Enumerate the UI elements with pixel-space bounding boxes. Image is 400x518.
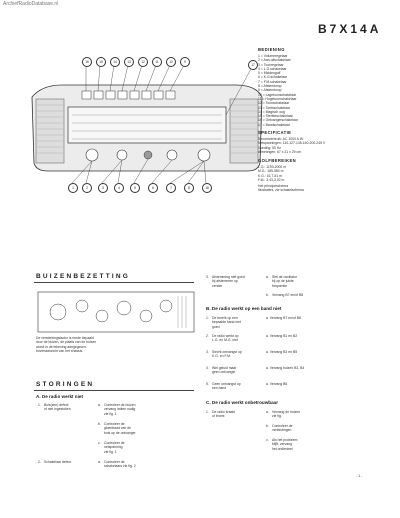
fix-line: netspanning <box>104 445 123 450</box>
fix-letter: c. <box>98 441 101 445</box>
callout-2: 2 <box>82 183 92 193</box>
item-text-line: Afstemming niet goed <box>212 275 245 279</box>
fix-text: a. Vervang B7 en/of B8 <box>266 316 301 320</box>
page-number: - 1 - <box>356 474 363 478</box>
section-c-title: C. De radio werkt onbetrouwbaar <box>206 400 278 405</box>
legend-item: 6 = K.G.schakelaar <box>258 75 287 80</box>
fix-line: schakelaars zie fig. 2 <box>104 464 136 469</box>
item-text <box>44 403 71 412</box>
callout-12: 12 <box>138 57 148 67</box>
fix-line: Controleer de <box>104 460 125 464</box>
fix-line: buis op de ontvanger <box>104 430 136 435</box>
fix-text: a. Vervang B6 <box>266 382 288 386</box>
legend-item: 5 = Middengolf <box>258 71 281 76</box>
item-text <box>212 275 245 288</box>
fix-line: Controleer de <box>104 422 125 426</box>
fix-text <box>272 410 300 419</box>
callout-17: 17 <box>248 60 258 70</box>
fix-line: zie fig. 1 <box>104 411 117 416</box>
legend-item: 14 = Magisch oog <box>258 109 285 114</box>
item-number: 3. <box>206 275 209 279</box>
item-text-line: Slecht ontvangst op <box>212 350 242 354</box>
item-text-line: of bromt <box>212 414 225 419</box>
caption-line: wordt in de tekening aangegeven. <box>36 344 87 349</box>
range-line: K.G.: 16,7-51 m <box>258 173 282 178</box>
legend-item: 15 = Sterkteschakelaar <box>258 114 293 119</box>
fix-text: a. Vervang B1 en B2 <box>266 334 298 338</box>
specs-title: SPECIFICATIE <box>258 130 292 135</box>
callout-13: 13 <box>124 57 134 67</box>
legend-item: 7 = F.M.schakelaar <box>258 79 287 84</box>
fix-line: Controleer de <box>104 441 125 445</box>
item-number: 1. <box>38 403 41 407</box>
item-text <box>212 410 235 419</box>
fix-text <box>272 275 297 288</box>
item-text <box>212 350 242 359</box>
fix-text <box>104 460 136 469</box>
fix-line: bij op de juiste <box>272 279 294 284</box>
caption-line: door de buizen, de plaats van de buizen <box>36 340 97 345</box>
range-note-2: Illustraties, zie schakelschema <box>258 188 304 193</box>
fix-line: Controleer de <box>272 424 293 428</box>
callout-10: 10 <box>166 57 176 67</box>
specs-list <box>258 137 325 154</box>
legend-item: 10 = Lagetoonschakelaar <box>258 92 297 97</box>
fix-letter: a. <box>266 410 269 414</box>
legend-item: 16 = Ontvangerschakelaar <box>258 118 298 123</box>
section-b-title: B. De radio werkt op een band niet <box>206 306 282 311</box>
item-text-line: De radio werkt op <box>212 334 239 338</box>
fix-text <box>272 438 297 451</box>
callout-7: 7 <box>166 183 176 193</box>
item-text-line: zender <box>212 283 223 288</box>
model-title: B7X14A <box>318 22 382 36</box>
legend-item: 3 = Toonregelaar <box>258 62 284 67</box>
fix-line: vervang indien nodig <box>104 407 136 412</box>
spec-line: Netspanningen: 110-127-145-160-200-245 V <box>258 141 326 146</box>
item-text-line: K.G. en F.M. <box>212 354 231 359</box>
item-text-line: een band <box>212 386 227 391</box>
item-text <box>212 334 239 343</box>
fix-line: blijft, vervang <box>272 442 292 447</box>
callout-15: 15 <box>96 57 106 67</box>
storingen-title: STORINGEN <box>36 381 95 388</box>
callout-18: 18 <box>202 183 212 193</box>
fix-line: Controleer de buizen <box>104 403 136 407</box>
legend-item: 2 = Aan-uitschakelaar <box>258 58 291 63</box>
buizen-rule <box>34 282 194 283</box>
fix-letter: a. <box>266 275 269 279</box>
range-line: F.M.: 3,43-3,02 m <box>258 177 285 182</box>
callout-6: 6 <box>148 183 158 193</box>
item-number: 1. <box>206 410 209 414</box>
fix-text <box>104 422 136 435</box>
item-text-line: bij afstemmen op <box>212 279 238 284</box>
fix-text <box>104 403 135 416</box>
fix-line: gloeidraad van de <box>104 426 131 431</box>
fix-letter: b. <box>266 293 269 297</box>
fix-letter: a. <box>98 403 101 407</box>
item-text-line: bepaalde band niet <box>212 320 241 325</box>
callout-16: 16 <box>82 57 92 67</box>
fix-text: a. Vervang buizen B3, B4 <box>266 366 305 370</box>
item-number: 2. <box>206 334 209 338</box>
callout-9: 9 <box>180 57 190 67</box>
item-text-line: goed <box>212 324 220 329</box>
legend-item: 17 = Bandschakelaar <box>258 122 290 127</box>
legend-item: 1 = Volumeregelaar <box>258 54 288 58</box>
item-text-line: of niet ingestoken <box>44 407 71 412</box>
range-note: Het principeschema <box>258 184 288 189</box>
fix-line: frequentie <box>272 283 288 288</box>
fix-line: zie fig. 1 <box>104 449 117 454</box>
item-number: 5. <box>206 382 209 386</box>
fix-line: Vervang de buizen <box>272 410 301 414</box>
radio-illustration <box>22 55 272 195</box>
item-text-line: L.G. en M.G. niet <box>212 338 238 343</box>
caption-line: bovenaanzicht van het chassis. <box>36 348 84 353</box>
fix-letter: c. <box>266 438 269 442</box>
legend-title: BEDIENING <box>258 47 285 52</box>
callout-8: 8 <box>184 183 194 193</box>
fix-line: Als het probleem <box>272 438 298 442</box>
range-line: L.G.: 1190-2000 m <box>258 165 287 169</box>
fix-text <box>272 293 303 297</box>
fix-line: Stel de oscillator <box>272 275 297 279</box>
item-text-line: De bereik op een <box>212 316 238 320</box>
item-text <box>212 316 241 329</box>
item-text-line: Buis(zen) defect <box>44 403 69 407</box>
callout-4: 4 <box>114 183 124 193</box>
fix-text: a. Vervang B3 en B5 <box>266 350 298 354</box>
storingen-rule <box>34 390 194 391</box>
chassis-diagram <box>36 290 196 334</box>
item-text <box>212 382 241 391</box>
callout-1: 1 <box>68 183 78 193</box>
buizen-title: BUIZENBEZETTING <box>36 273 131 280</box>
legend-item: 8 = Afstemknop <box>258 84 282 89</box>
range-line: M.G.: 185-580 m <box>258 169 284 174</box>
item-number: 1. <box>206 316 209 320</box>
item-text-line: Schakelaar defect <box>44 460 72 464</box>
legend-item: 13 = Toetsschakelaar <box>258 105 291 110</box>
legend-item: 4 = L.G.schakelaar <box>258 66 287 71</box>
item-number: 3. <box>206 350 209 354</box>
item-text-line: geen ontvangst <box>212 370 236 375</box>
item-text <box>44 460 71 464</box>
callout-3: 3 <box>98 183 108 193</box>
fix-letter: b. <box>266 424 269 428</box>
fix-letter: a. <box>98 460 101 464</box>
ranges-title: GOLFBEREIKEN <box>258 158 297 163</box>
item-text-line: Geen ontvangst op <box>212 382 241 386</box>
fix-text <box>272 424 293 433</box>
storingen-section-a: A. De radio werkt niet <box>36 394 83 399</box>
callout-14: 14 <box>110 57 120 67</box>
spec-line: Afmetingen: 67 x 21 x 29 cm <box>258 149 301 154</box>
fix-line: Vervang B7 en/of B8 <box>272 293 304 297</box>
legend-item: 12 = Toonschakelaar <box>258 101 290 106</box>
item-text <box>212 366 236 375</box>
item-number: 2. <box>38 460 41 464</box>
callout-5: 5 <box>130 183 140 193</box>
ranges-list <box>258 165 304 193</box>
legend-item: 11 = Hogetoonschakelaar <box>258 96 297 101</box>
item-number: 4. <box>206 366 209 370</box>
spec-line: Stroomverbruik: AC 1000 A.W. <box>258 137 304 141</box>
watermark: ArchiefRadioDatabase.nl <box>3 1 59 7</box>
legend-item: 9 = Afstemknop <box>258 88 282 93</box>
fix-line: het onderdeel <box>272 446 293 451</box>
legend-list <box>258 54 298 127</box>
fix-letter: b. <box>98 422 101 426</box>
item-text-line: De radio kraakt <box>212 410 235 414</box>
item-text-line: Wel geluid maar <box>212 366 237 370</box>
fix-line: zie fig. <box>272 414 282 419</box>
buizen-caption <box>36 336 96 353</box>
callout-11: 11 <box>152 57 162 67</box>
fix-line: verbindingen <box>272 428 292 433</box>
spec-line: Voeding: 50 Hz <box>258 145 281 150</box>
caption-line: De versterkingsfactor is mede bepaald <box>36 336 94 340</box>
fix-text <box>104 441 125 454</box>
